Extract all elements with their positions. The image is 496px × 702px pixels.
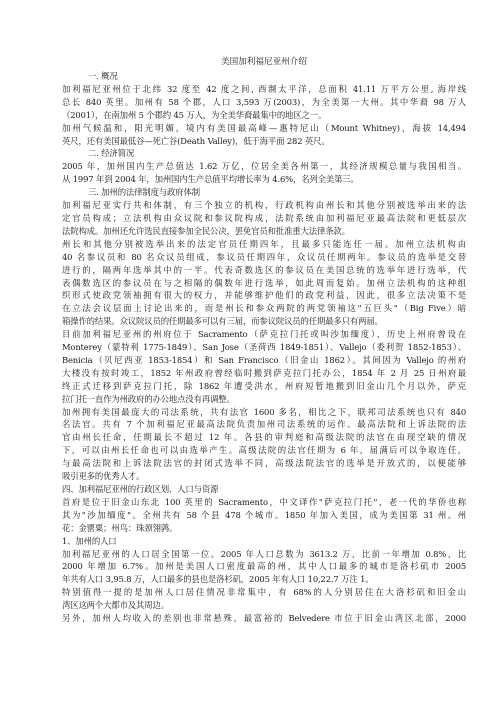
text-line: 拉门托一直作为州政府的办公地点没有再调整。: [62, 393, 235, 404]
text-line: 州长和其他分别被选举出来的法定官员任期四年，且最多只能连任一届。加州立法机构由: [62, 238, 466, 249]
text-line: Monterey（蒙特利 1775-1849）、San Jose（圣荷西 1849-1851）、Vallejo（委利贺 1852-1853）、: [62, 342, 466, 353]
text-line: 40 名参议员和 80 名众议员组成，参议员任期四年，众议员任期两年。参议员的选举是交替: [62, 251, 466, 262]
text-line: 表偶数选区的参议员在与之相隔的偶数年进行选举，如此周而复始。加州立法机构的这种组: [62, 277, 466, 288]
text-line: 下，可以由州长任命也可以由选举产生。高级法院的法官任期为 6 年，届满后可以争取连任，: [62, 445, 466, 456]
text-line: 织形式使政党领袖拥有很大的权力，并能够维护他们的政党利益，因此，很多立法决策不是: [62, 290, 466, 301]
text-line: 年共有人口 3,95.8 万，人口最多的县也是洛杉矶，2005 年有人口 10,22.7 万注 1。: [62, 574, 374, 585]
text-line: 二. 经济简况: [88, 148, 135, 159]
text-line: 花：金罂粟；州鸟：珠颈翎鹑。: [62, 522, 178, 533]
text-line: 与最高法院和上诉法院法官的封闭式选举不同，高级法院法官的选举是开放式的，以便能够: [62, 458, 466, 469]
text-line: 加利福尼亚州位于北纬 32 度至 42 度之间, 西濒太平洋，总面积 41.11 万平方公里, 海岸线: [62, 83, 466, 94]
text-line: 首府是位于旧金山东北 100 英里的 Sacramento，中文译作"萨克拉门托"，老一代的华侨也称: [62, 496, 466, 507]
text-line: 加利福尼亚州的人口居全国第一位。2005 年人口总数为 3613.2 万，比前一年增加 0.8%，比: [62, 548, 466, 559]
document-body: [62, 70, 466, 625]
text-line: （2001），在南加州 5 个郡约 45 万人，为全美华裔最集中的地区之一。: [62, 109, 327, 120]
document-title: 美国加利福尼亚州介绍: [221, 57, 307, 67]
text-line: 一. 概况: [88, 71, 118, 81]
text-line: 2005 年，加州国内生产总值达 1.62 万亿，位居全美各州第一，其经济规模总量与我国相当。: [62, 161, 466, 172]
text-line: 名法官。共有 7 个加利福尼亚最高法院负责加州司法系统的运作。最高法院和上诉法院的法: [62, 419, 466, 430]
text-line: Benicia（贝尼西亚 1853-1854）和 San Francisco（旧金山 1862）。其间因为 Vallejo 的州府: [62, 354, 466, 365]
text-line: 从 1997 年到 2004 年，加州国内生产总值平均增长率为 4.6%，名列全美第三。: [62, 174, 359, 185]
text-line: 吸引更多的优秀人才。: [62, 471, 145, 482]
text-line: 加州拥有美国最庞大的司法系统，共有法官 1600 多名，相比之下，联邦司法系统也只有 840: [62, 406, 466, 417]
text-line: 在立法会议层面上讨论出来的，而是州长和参众两院的两党领袖这"五巨头"（Big Five）暗: [62, 303, 466, 314]
text-line: 进行的，隔两年选举其中的一半。代表奇数选区的参议员在美国总统的选举年进行选举，代: [62, 264, 466, 275]
text-line: 总长 840 英里。加州有 58 个郡，人口 3,593 万(2003)，为全美第一大州。其中华裔 98 万人: [62, 96, 466, 107]
text-line: 三. 加州的法律制度与政府体制: [88, 187, 200, 198]
text-line: 四、加利福尼亚州的行政区划、人口与资源: [62, 484, 219, 494]
text-line: 特别值得一提的是加州人口居住情况非常集中，有 68%的人分别居住在大洛杉矶和旧金山: [62, 587, 466, 598]
text-line: 法院构成。加州还允许选民直接参加全民公决，罢免官员和批准重大法律条款。: [62, 225, 350, 236]
text-line: 1、加州的人口: [62, 535, 117, 546]
text-line: 终正式迁移到萨克拉门托，除 1862 年遭受洪水，州府短暂地搬到旧金山几个月以外，萨克: [62, 380, 466, 391]
text-line: 加州气候温和，阳光明媚，境内有美国最高峰—惠特尼山（Mount Whitney)，海拔 14,494: [62, 122, 466, 133]
text-line: 英尺，还有美国最低谷—死亡谷(Death Valley)，低于海平面 282 英尺。: [62, 135, 330, 146]
text-line: 目前加利福尼亚州的州府位于 Sacramento（萨克拉门托或叫沙加缅度），历史上州府曾设在: [62, 329, 466, 340]
text-line: 2000 年增加 6.7%。加州是美国人口密度最高的州，其中人口最多的城市是洛杉矶市 2005: [62, 561, 466, 572]
text-line: 箱操作的结果。众议院议员的任期最多可以有三届，而参议院议员的任期最多只有两届。: [62, 316, 383, 327]
text-line: 大楼没有按时竣工，1852 年州政府曾经临时搬到萨克拉门托办公，1854 年 2 月 25 日州府最: [62, 367, 466, 378]
text-line: 定官员构成；立法机构由众议院和参议院构成，法院系统由加利福尼亚最高法院和更低层次: [62, 212, 466, 223]
text-line: 加利福尼亚实行共和体制，有三个独立的机构，行政机构由州长和其他分别被选举出来的法: [62, 200, 466, 211]
text-line: 其为"沙加缅度"。全州共有 58 个县 478 个城市。1850 年加入美国，成为美国第 31 州。州: [62, 509, 466, 520]
text-line: 另外，加州人均收入的差别也非常悬殊，最富裕的 Belvedere 市位于旧金山湾区北部，2000: [62, 613, 466, 624]
text-line: 湾区这两个大都市及其周边。: [62, 600, 169, 611]
text-line: 官由州长任命，任期最长不超过 12 年。各县的审判庭和高级法院的法官在由现空缺的情况: [62, 432, 466, 443]
